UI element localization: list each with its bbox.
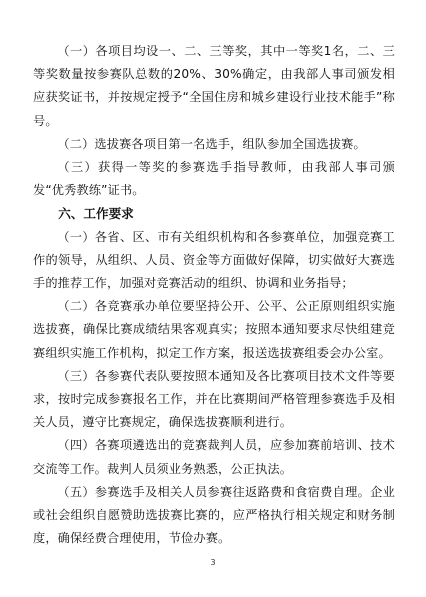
- requirement-paragraph-1: （一）各省、区、市有关组织机构和各参赛单位，加强竞赛工作的领导，从组织、人员、资金等方面做好保障，切实做好大赛选手的推荐工作，加强对竞赛活动的组织、协调和业务指导；: [33, 229, 395, 291]
- award-paragraph-2: （二）选拔赛各项目第一名选手，组队参加全国选拔赛。: [57, 136, 366, 151]
- document-body: [33, 40, 395, 550]
- requirement-paragraph-3: （三）各参赛代表队要按照本通知及各比赛项目技术文件等要求，按时完成参赛报名工作，并在比赛期间严格管理参赛选手及相关人员，遵守比赛规定，确保选拔赛顺利进行。: [33, 368, 395, 430]
- requirement-paragraph-4: （四）各赛项遴选出的竞赛裁判人员，应参加赛前培训、技术交流等工作。裁判人员须业务熟悉，公正执法。: [33, 438, 395, 476]
- award-paragraph-3: （三）获得一等奖的参赛选手指导教师，由我部人事司颁发“优秀教练”证书。: [33, 160, 395, 198]
- requirement-paragraph-5: （五）参赛选手及相关人员参赛往返路费和食宿费自理。企业或社会组织自愿赞助选拔赛比赛的，应严格执行相关规定和财务制度，确保经费合理使用，节俭办赛。: [33, 484, 395, 546]
- requirement-paragraph-2: （二）各竞赛承办单位要坚持公开、公平、公正原则组织实施选拔赛，确保比赛成绩结果客观真实；按照本通知要求尽快组建竞赛组织实施工作机构，拟定工作方案，报送选拔赛组委会办公室。: [33, 299, 395, 360]
- page-number: 3: [210, 558, 216, 567]
- section-heading: 六、工作要求: [58, 206, 134, 222]
- award-paragraph-1: （一）各项目均设一、二、三等奖，其中一等奖1名，二、三等奖数量按参赛队总数的20%、30%确定，由我部人事司颁发相应获奖证书，并按规定授予“全国住房和城乡建设行业技术能手”称号。: [33, 44, 395, 128]
